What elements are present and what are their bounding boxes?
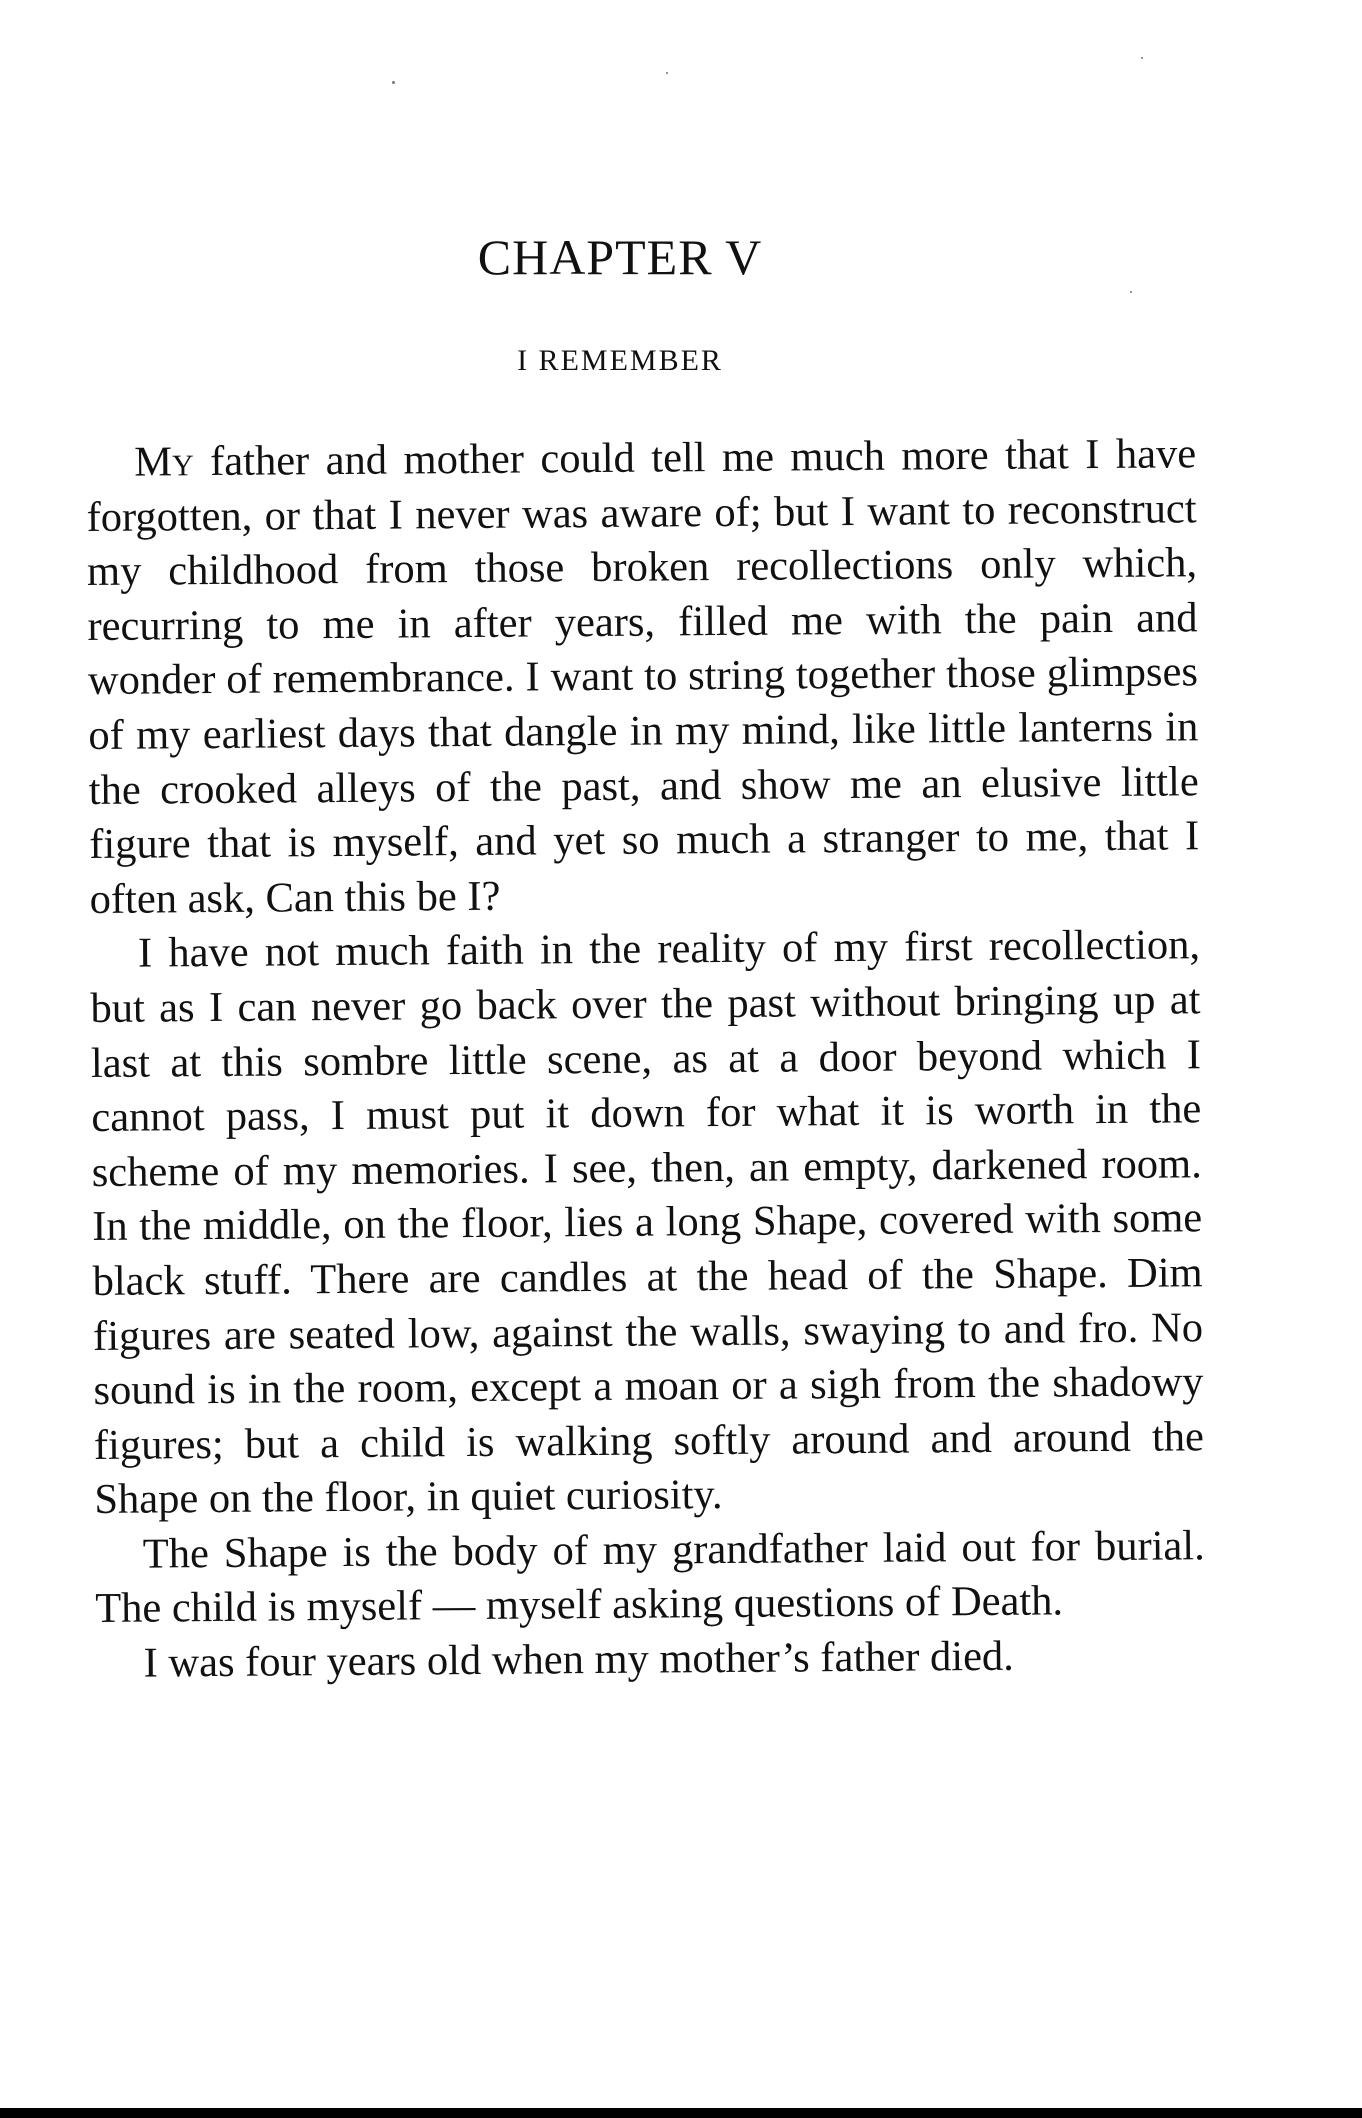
scan-speck — [392, 81, 395, 84]
scan-bottom-edge — [0, 2108, 1362, 2118]
chapter-body — [86, 427, 1206, 1691]
paragraph: I was four years old when my mother’s father died. — [143, 1632, 1015, 1687]
scan-speck — [1141, 57, 1143, 59]
paragraph-lead-word: My — [134, 438, 194, 486]
paragraph: I have not much faith in the reality of my first recollection, but as I can never go back over the past without bringing up at last at this sombre little scene, as at a door beyond which I cannot pass, I must put it down for what it is worth in the scheme of my memories. I see, then, an empty, darkened room. In the middle, on the floor, lies a long Shape, covered with some black stuff. There are candles at the head of the Shape. Dim figures are seated low, against the walls, swaying to and fro. No sound is in the room, except a moan or a sigh from the shadowy figures; but a child is walking softly around and around the Shape on the floor, in quiet curiosity. — [90, 921, 1205, 1524]
scan-speck — [666, 72, 668, 74]
paragraph-text: father and mother could tell me much more that I have forgotten, or that I never was aware of; but I want to reconstruct my childhood from those broken recollections only which, recurring to me in after years, filled me with the pain and wonder of remembrance. I want to string together those glimpses of my earliest days that dangle in my mind, like little lanterns in the crooked alleys of the past, and show me an elusive little figure that is myself, and yet so much a stranger to me, that I often ask, Can this be I? — [86, 430, 1200, 923]
paragraph: The Shape is the body of my grandfather laid out for burial. The child is myself — myself asking questions of Death. — [95, 1522, 1205, 1633]
chapter-subtitle: I REMEMBER — [517, 344, 723, 377]
paragraph — [86, 427, 1200, 927]
scan-speck — [1130, 291, 1132, 293]
chapter-title: CHAPTER V — [477, 229, 763, 285]
